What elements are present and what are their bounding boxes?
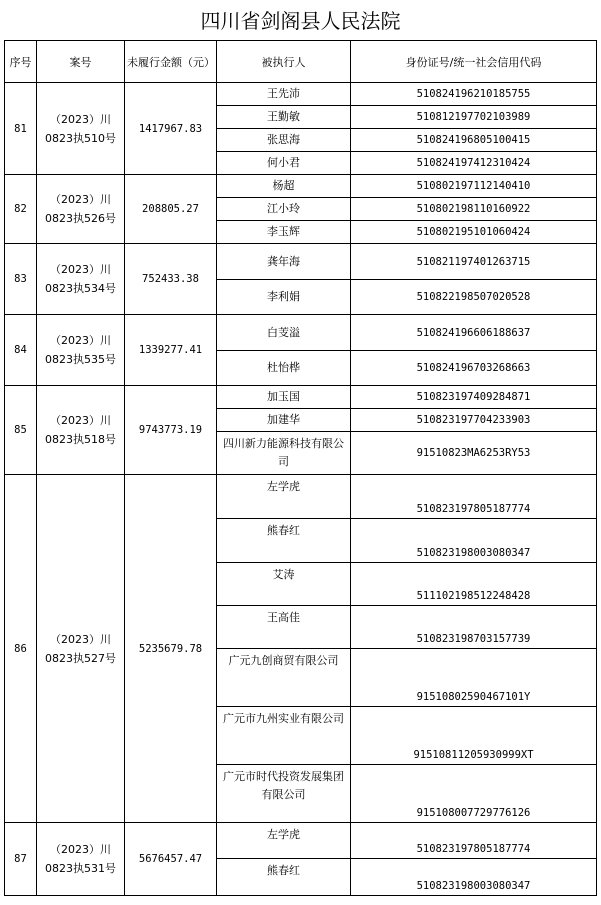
debtor-name: 艾涛: [217, 563, 351, 606]
debtor-name: 杨超: [217, 175, 351, 198]
row-number: 85: [5, 386, 37, 475]
debtor-id: 510822198507020528: [351, 280, 597, 315]
debtor-id: 510821197401263715: [351, 244, 597, 280]
table-row: [5, 83, 597, 106]
debtor-id: 510823197409284871: [351, 386, 597, 409]
debtor-id: 511102198512248428: [351, 563, 597, 606]
debtor-name: 熊春红: [217, 859, 351, 896]
debtor-id: 510802197112140410: [351, 175, 597, 198]
row-number: 87: [5, 823, 37, 896]
debtor-id: 510823197704233903: [351, 409, 597, 432]
unpaid-amount: 1339277.41: [125, 315, 217, 386]
debtor-id: 91510811205930999XT: [351, 707, 597, 765]
unpaid-amount: 5235679.78: [125, 475, 217, 823]
debtor-id: 510823197805187774: [351, 475, 597, 519]
row-number: 83: [5, 244, 37, 315]
debtor-id: 510824196703268663: [351, 351, 597, 386]
debtor-id: 510802198110160922: [351, 198, 597, 221]
debtor-name: 广元九创商贸有限公司: [217, 649, 351, 707]
debtor-name: 广元市时代投资发展集团有限公司: [217, 765, 351, 823]
debtor-name: 熊春红: [217, 519, 351, 563]
debtor-name: 加建华: [217, 409, 351, 432]
unpaid-amount: 9743773.19: [125, 386, 217, 475]
unpaid-amount: 5676457.47: [125, 823, 217, 896]
case-number: （2023）川0823执534号: [37, 244, 125, 315]
debtor-name: 江小玲: [217, 198, 351, 221]
table-row: [5, 315, 597, 351]
debtor-name: 加玉国: [217, 386, 351, 409]
debtor-name: 龚年海: [217, 244, 351, 280]
debtor-name: 王先沛: [217, 83, 351, 106]
row-number: 82: [5, 175, 37, 244]
row-number: 84: [5, 315, 37, 386]
debtor-id: 510812197702103989: [351, 106, 597, 129]
table-row: [5, 386, 597, 409]
case-number: （2023）川0823执526号: [37, 175, 125, 244]
debtor-name: 何小君: [217, 152, 351, 175]
debtor-name: 左学虎: [217, 823, 351, 859]
debtor-id: 915108007729776126: [351, 765, 597, 823]
document-title: 四川省剑阁县人民法院: [200, 9, 401, 33]
debtor-name: 左学虎: [217, 475, 351, 519]
debtor-name: 张思海: [217, 129, 351, 152]
case-number: （2023）川0823执518号: [37, 386, 125, 475]
debtor-name: 杜怡桦: [217, 351, 351, 386]
debtor-name: 王勤敏: [217, 106, 351, 129]
header-row: [5, 41, 597, 83]
header-amount: 未履行金额（元）: [125, 41, 217, 83]
unpaid-amount: 1417967.83: [125, 83, 217, 175]
case-number: （2023）川0823执527号: [37, 475, 125, 823]
debtor-id: 510823198003080347: [351, 859, 597, 896]
enforcement-table: [4, 40, 597, 896]
case-number: （2023）川0823执531号: [37, 823, 125, 896]
row-number: 86: [5, 475, 37, 823]
debtor-name: 李利娟: [217, 280, 351, 315]
case-number: （2023）川0823执510号: [37, 83, 125, 175]
table-row: [5, 823, 597, 859]
row-number: 81: [5, 83, 37, 175]
debtor-id: 510823197805187774: [351, 823, 597, 859]
header-person: 被执行人: [217, 41, 351, 83]
debtor-name: 四川新力能源科技有限公司: [217, 432, 351, 475]
debtor-id: 91510802590467101Y: [351, 649, 597, 707]
table-row: [5, 475, 597, 519]
unpaid-amount: 208805.27: [125, 175, 217, 244]
debtor-id: 510824196210185755: [351, 83, 597, 106]
header-case: 案号: [37, 41, 125, 83]
header-id: 身份证号/统一社会信用代码: [351, 41, 597, 83]
debtor-id: 510824196805100415: [351, 129, 597, 152]
debtor-id: 510823198003080347: [351, 519, 597, 563]
table-body: [5, 83, 597, 896]
debtor-name: 白芰溢: [217, 315, 351, 351]
header-no: 序号: [5, 41, 37, 83]
debtor-name: 广元市九州实业有限公司: [217, 707, 351, 765]
table-row: [5, 244, 597, 280]
debtor-id: 510824197412310424: [351, 152, 597, 175]
debtor-id: 510802195101060424: [351, 221, 597, 244]
case-number: （2023）川0823执535号: [37, 315, 125, 386]
debtor-id: 91510823MA6253RY53: [351, 432, 597, 475]
table-row: [5, 175, 597, 198]
debtor-id: 510824196606188637: [351, 315, 597, 351]
debtor-id: 510823198703157739: [351, 606, 597, 649]
debtor-name: 王高佳: [217, 606, 351, 649]
unpaid-amount: 752433.38: [125, 244, 217, 315]
debtor-name: 李玉辉: [217, 221, 351, 244]
